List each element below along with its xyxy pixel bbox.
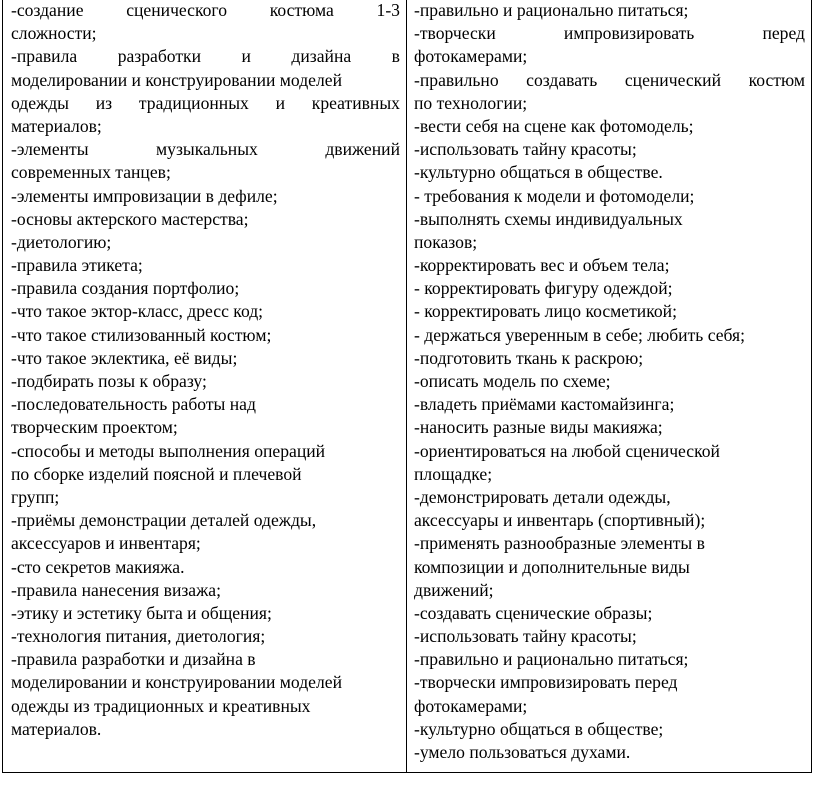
text-line: композиции и дополнительные виды [414,556,690,577]
text-line: -способы и методы выполнения операций [11,440,326,461]
word: костюма [269,0,334,20]
text-line: -применять разнообразные элементы в [414,533,705,554]
word: одежды [11,92,69,113]
text-line: -диетологию; [11,231,112,252]
text-line: современных танцев; [11,162,171,183]
text-line: -сто секретов макияжа. [11,556,185,577]
text-line: площадке; [414,463,493,484]
word: костюм [748,69,805,90]
text-line [414,22,805,45]
text-line: -создавать сценические образы; [414,602,653,623]
text-line: групп; [11,486,60,507]
skills-table [2,0,812,773]
text-line: по технологии; [414,92,528,113]
text-line [414,69,805,92]
text-line: моделировании и конструировании моделей [11,69,342,90]
text-line: -культурно общаться в обществе. [414,162,663,183]
word: импровизировать [563,23,695,44]
text-line: -демонстрировать детали одежды, [414,486,671,507]
text-line: -подготовить ткань к раскрою; [414,347,644,368]
word: -правила [11,46,78,67]
abilities-column [407,0,811,772]
text-line: -подбирать позы к образу; [11,371,207,391]
text-line: -умело пользоваться духами. [414,742,631,762]
word: создавать [526,69,598,90]
text-line: -основы актерского мастерства; [11,208,249,229]
text-line: моделировании и конструировании моделей [11,672,342,693]
text-line [11,92,400,115]
text-line: фотокамерами; [414,46,528,67]
text-line: материалов. [11,718,102,739]
word: -правильно [414,69,499,90]
text-line: -выполнять схемы индивидуальных [414,208,683,229]
word: и [241,46,251,67]
text-line: -элементы импровизации в дефиле; [11,185,278,206]
text-line: -правила этикета; [11,255,143,276]
text-line: материалов; [11,115,102,136]
text-line: аксессуаров и инвентаря; [11,533,201,554]
word: в [391,46,400,67]
text-line: -правила создания портфолио; [11,278,240,299]
text-line: -использовать тайну красоты; [414,139,637,160]
text-line: -правильно и рационально питаться; [414,649,689,670]
text-line [11,138,400,161]
text-line: - корректировать фигуру одеждой; [414,278,673,299]
text-line: -правила нанесения визажа; [11,579,221,600]
text-line: одежды из традиционных и креативных [11,695,311,716]
text-line: - держаться уверенным в себе; любить себя; [414,324,746,345]
text-line: -творчески импровизировать перед [414,672,678,693]
text-line: - требования к модели и фотомодели; [414,185,695,206]
text-line: -технология питания, диетология; [11,626,266,647]
text-line: сложности; [11,23,97,44]
knowledge-column [3,0,407,772]
text-line: -правильно и рационально питаться; [414,0,689,20]
word: креативных [311,92,400,113]
text-line: -что такое эклектика, её виды; [11,347,238,368]
word: и [275,92,286,113]
word: традиционных [138,92,249,113]
text-line: -вести себя на сцене как фотомодель; [414,115,694,136]
text-line: -что такое эктор-класс, дресс код; [11,301,264,322]
text-line: -наносить разные виды макияжа; [414,417,663,438]
text-line: -описать модель по схеме; [414,371,611,391]
text-line: -владеть приёмами кастомайзинга; [414,394,675,415]
word: 1-3 [376,0,400,20]
text-line: движений; [414,579,494,600]
word: дизайна [291,46,352,67]
word: -элементы [11,139,89,160]
word: разработки [117,46,202,67]
text-line: аксессуары и инвентарь (спортивный); [414,510,706,531]
text-line: -что такое стилизованный костюм; [11,324,272,345]
text-line: творческим проектом; [11,417,178,438]
word: движений [325,139,400,160]
word: музыкальных [156,139,258,160]
word: -создание [11,0,84,20]
text-line: показов; [414,231,478,252]
text-line: по сборке изделий поясной и плечевой [11,463,302,484]
word: -творчески [414,23,496,44]
text-line [11,0,400,22]
text-line: -приёмы демонстрации деталей одежды, [11,510,317,531]
text-line: фотокамерами; [414,695,528,716]
text-line: -правила разработки и дизайна в [11,649,256,670]
word: сценического [126,0,227,20]
text-line: -корректировать вес и объем тела; [414,255,670,276]
word: из [95,92,113,113]
text-line: -использовать тайну красоты; [414,626,637,647]
word: сценический [624,69,722,90]
word: перед [762,23,805,44]
text-line: -культурно общаться в обществе; [414,718,664,739]
text-line: -последовательность работы над [11,394,256,415]
text-line: -ориентироваться на любой сценической [414,440,720,461]
text-line: - корректировать лицо косметикой; [414,301,677,322]
text-line [11,45,400,68]
text-line: -этику и эстетику быта и общения; [11,602,272,623]
